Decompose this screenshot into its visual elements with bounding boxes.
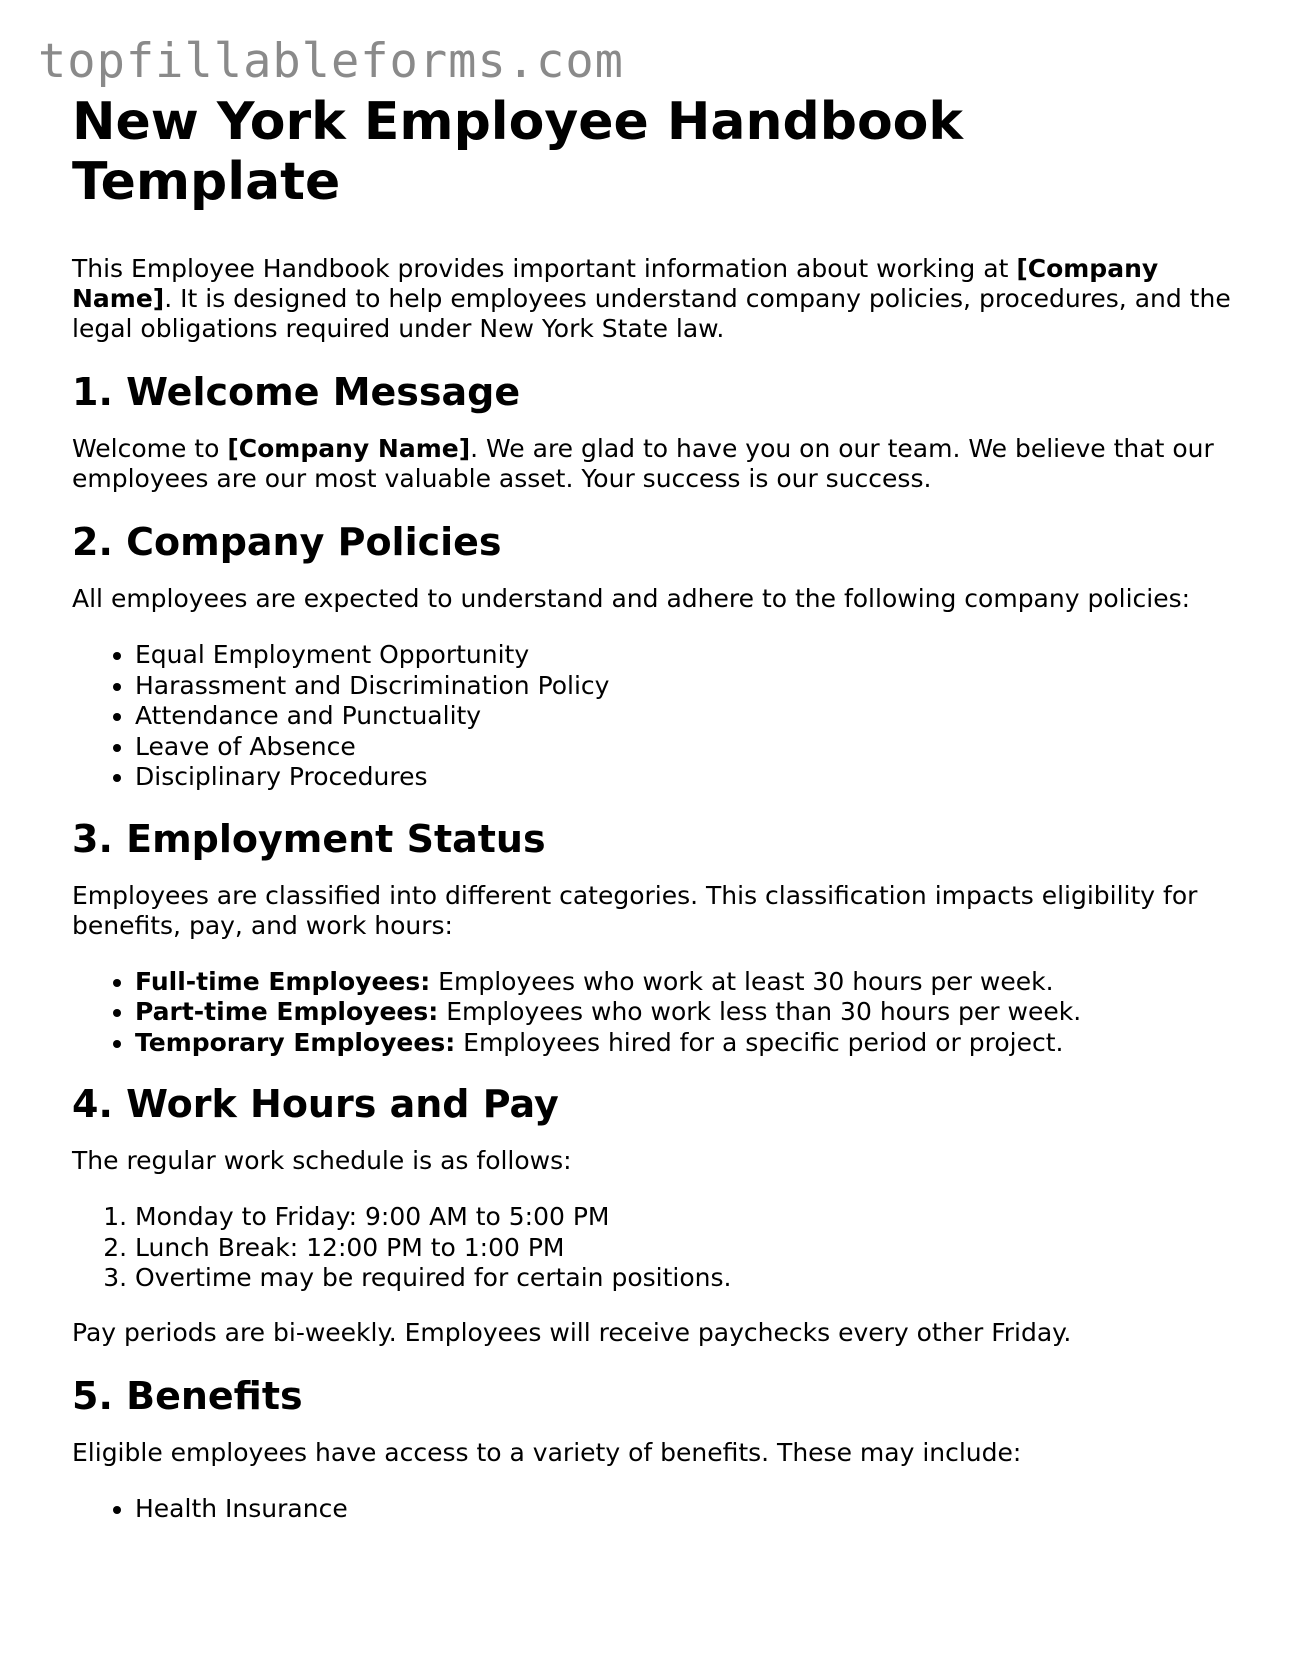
document-title: New York Employee Handbook Template (72, 92, 963, 212)
status-paragraph: Employees are classified into different categories. This classification impacts eligibility for benefits, pay, and work hours: (72, 880, 1198, 940)
status-term: Temporary Employees: (135, 1027, 456, 1057)
status-term: Full-time Employees: (135, 966, 431, 996)
intro-text-post: . It is designed to help employees understand company policies, procedures, and the legal obligations required under New York State law. (72, 284, 1231, 343)
status-desc: Employees hired for a specific period or project. (455, 1027, 1064, 1057)
hours-list (72, 1202, 1232, 1294)
welcome-text-post: . We are glad to have you on our team. We believe that our employees are our most valuable asset. Your success is our success. (72, 434, 1214, 493)
list-item (135, 997, 1232, 1028)
list-item: • Equal Employment Opportunity (135, 640, 1232, 671)
watermark: topfillableforms.com (38, 34, 624, 89)
status-desc: Employees who work at least 30 hours per week. (430, 966, 1054, 996)
section-heading-hours: 4. Work Hours and Pay (72, 1082, 559, 1126)
intro-paragraph (72, 254, 1232, 344)
benefits-paragraph: Eligible employees have access to a variety of benefits. These may include: (72, 1437, 1022, 1467)
section-heading-welcome: 1. Welcome Message (72, 370, 521, 414)
list-item: • Health Insurance (135, 1494, 1232, 1525)
list-item (135, 967, 1232, 998)
pay-paragraph: Pay periods are bi-weekly. Employees will receive paychecks every other Friday. (72, 1317, 1072, 1347)
list-item: 1. Monday to Friday: 9:00 AM to 5:00 PM (135, 1202, 1232, 1233)
section-heading-benefits: 5. Benefits (72, 1373, 303, 1418)
hours-paragraph: The regular work schedule is as follows: (72, 1146, 572, 1175)
list-item: • Harassment and Discrimination Policy (135, 671, 1232, 702)
list-item: 3. Overtime may be required for certain positions. (135, 1263, 1232, 1294)
list-item (135, 1028, 1232, 1059)
policies-paragraph: All employees are expected to understand and adhere to the following company policies: (72, 584, 1191, 613)
status-desc: Employees who work less than 30 hours per week. (438, 997, 1082, 1026)
benefits-list (72, 1494, 1232, 1525)
list-item: • Leave of Absence (135, 732, 1232, 763)
list-item: • Attendance and Punctuality (135, 701, 1232, 732)
section-heading-status: 3. Employment Status (72, 816, 546, 861)
section-heading-policies: 2. Company Policies (72, 520, 502, 564)
list-item: 2. Lunch Break: 12:00 PM to 1:00 PM (135, 1233, 1232, 1264)
list-item: • Disciplinary Procedures (135, 762, 1232, 793)
status-term: Part-time Employees: (135, 997, 439, 1026)
intro-company-name: [Company Name] (72, 254, 1159, 313)
policies-list (72, 640, 1232, 793)
intro-text-pre: This Employee Handbook provides important information about working at (72, 254, 1017, 283)
document-body (72, 92, 1232, 1548)
status-list (72, 967, 1232, 1059)
welcome-company-name: [Company Name] (227, 434, 471, 463)
welcome-paragraph (72, 434, 1232, 494)
welcome-text-pre: Welcome to (72, 434, 228, 463)
